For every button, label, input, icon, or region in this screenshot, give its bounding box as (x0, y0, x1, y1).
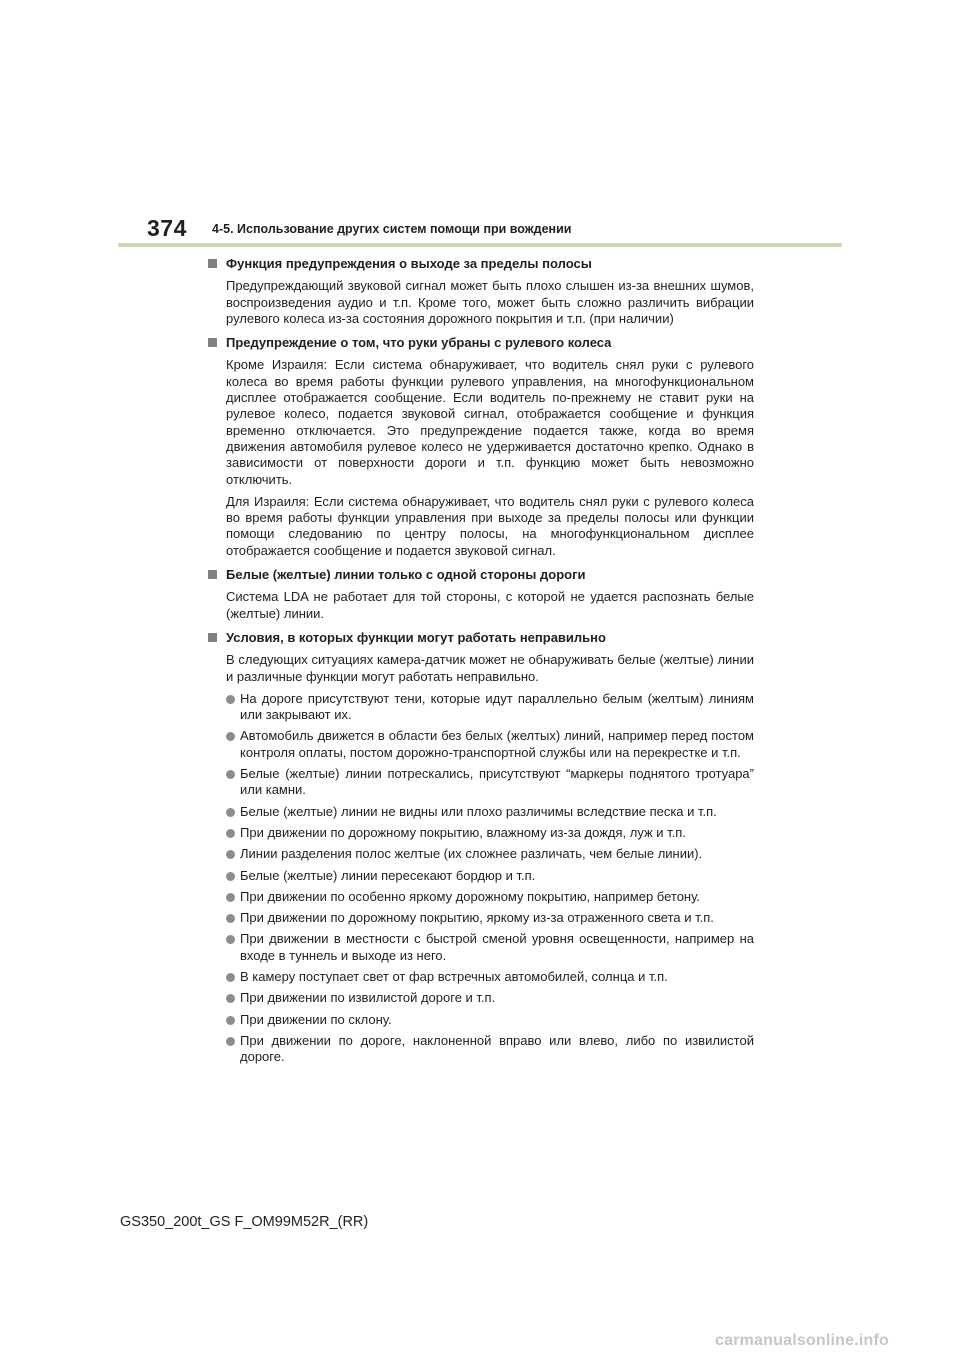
list-item (208, 1033, 754, 1066)
circle-bullet-icon (226, 1016, 235, 1025)
paragraph: Система LDA не работает для той стороны, с которой не удается распознать белые (желтые) линии. (226, 589, 754, 621)
circle-bullet-icon (226, 973, 235, 982)
paragraph: Кроме Израиля: Если система обнаруживает, что водитель снял руки с рулевого колеса во время работы функции рулевого управления, на многофункциональном дисплее отображается сообщение. Если водитель по-прежнему не ставит руки на рулевое колесо, подается звуковой сигнал, отображается сообщение и функция временно отключается. Это предупреждение подается также, когда во время движения автомобиля рулевое колесо не удерживается достаточно крепко. Однако в зависимости от поверхности дороги и т.п. функцию может быть невозможно отключить. (226, 357, 754, 487)
list-item (208, 990, 754, 1006)
list-item-text: При движении по дорожному покрытию, влажному из-за дождя, луж и т.п. (240, 824, 686, 840)
page-number: 374 (147, 215, 187, 241)
list-item (208, 931, 754, 964)
list-item (208, 728, 754, 761)
list-item-text: В камеру поступает свет от фар встречных автомобилей, солнца и т.п. (240, 968, 668, 984)
square-bullet-icon (208, 338, 217, 347)
page-content (208, 256, 754, 1073)
circle-bullet-icon (226, 850, 235, 859)
section-title-text: Условия, в которых функции могут работать неправильно (226, 629, 606, 645)
circle-bullet-icon (226, 935, 235, 944)
section-lane-departure-warning (208, 256, 754, 327)
manual-code: GS350_200t_GS F_OM99M52R_(RR) (120, 1214, 369, 1230)
list-item-text: Автомобиль движется в области без белых (желтых) линий, например перед постом контроля оплаты, постом дорожно-транспортной службы или на перекрестке и т.п. (240, 728, 754, 760)
list-item (208, 766, 754, 799)
circle-bullet-icon (226, 914, 235, 923)
circle-bullet-icon (226, 872, 235, 881)
list-item-text: При движении по дорожному покрытию, яркому из-за отраженного света и т.п. (240, 910, 714, 926)
list-item (208, 846, 754, 862)
square-bullet-icon (208, 259, 217, 268)
list-item-text: Белые (желтые) линии пересекают бордюр и т.п. (240, 867, 536, 883)
list-item-text: При движении по дороге, наклоненной вправо или влево, либо по извилистой дороге. (240, 1032, 754, 1065)
list-item-text: При движении по особенно яркому дорожному покрытию, например бетону. (240, 888, 700, 904)
circle-bullet-icon (226, 893, 235, 902)
list-item-text: Линии разделения полос желтые (их сложнее различать, чем белые линии). (240, 846, 703, 862)
list-item (208, 868, 754, 884)
list-item-text: Белые (желтые) линии не видны или плохо различимы вследствие песка и т.п. (240, 803, 717, 819)
list-item-text: Белые (желтые) линии потрескались, присутствуют “маркеры поднятого тротуара” или камни. (240, 766, 754, 798)
list-item-text: При движении по извилистой дороге и т.п. (240, 990, 496, 1006)
section-title (208, 630, 754, 646)
list-item (208, 804, 754, 820)
circle-bullet-icon (226, 829, 235, 838)
paragraph: Для Израиля: Если система обнаруживает, что водитель снял руки с рулевого колеса во время работы функции управления при выходе за пределы полосы или функции помощи следованию по центру полосы, на многофункциональном дисплее отображается сообщение и подается звуковой сигнал. (226, 493, 754, 558)
conditions-list (208, 691, 754, 1066)
paragraph: В следующих ситуациях камера-датчик может не обнаруживать белые (желтые) линии и различные функции могут работать неправильно. (226, 652, 754, 684)
section-title-text: Функция предупреждения о выходе за пределы полосы (226, 256, 592, 271)
list-item (208, 1012, 754, 1028)
list-item (208, 969, 754, 985)
section-malfunction-conditions (208, 630, 754, 1066)
section-title-text: Предупреждение о том, что руки убраны с рулевого колеса (226, 335, 612, 351)
list-item (208, 889, 754, 905)
paragraph: Предупреждающий звуковой сигнал может быть плохо слышен из-за внешних шумов, воспроизведения аудио и т.п. Кроме того, может быть сложно различить вибрации рулевого колеса из-за состояния дорожного покрытия и т.п. (при наличии) (226, 278, 754, 326)
circle-bullet-icon (226, 994, 235, 1003)
circle-bullet-icon (226, 808, 235, 817)
list-item-text: При движении по склону. (240, 1011, 392, 1027)
circle-bullet-icon (226, 1037, 235, 1046)
square-bullet-icon (208, 633, 217, 642)
circle-bullet-icon (226, 770, 235, 779)
section-one-side-lines (208, 567, 754, 622)
header-divider (118, 243, 842, 247)
list-item-text: При движении в местности с быстрой сменой уровня освещенности, например на входе в туннель и выходе из него. (240, 931, 754, 963)
section-hands-off-warning (208, 335, 754, 559)
chapter-title: 4-5. Использование других систем помощи при вождении (212, 222, 572, 236)
list-item (208, 910, 754, 926)
section-title (208, 567, 754, 583)
circle-bullet-icon (226, 732, 235, 741)
circle-bullet-icon (226, 695, 235, 704)
list-item (208, 691, 754, 724)
section-title-text: Белые (желтые) линии только с одной стороны дороги (226, 567, 586, 583)
list-item (208, 825, 754, 841)
section-title (208, 335, 754, 351)
square-bullet-icon (208, 570, 217, 579)
watermark: carmanualsonline.info (715, 1332, 890, 1349)
list-item-text: На дороге присутствуют тени, которые идут параллельно белым (желтым) линиям или закрывают их. (240, 690, 754, 723)
section-title (208, 256, 754, 272)
